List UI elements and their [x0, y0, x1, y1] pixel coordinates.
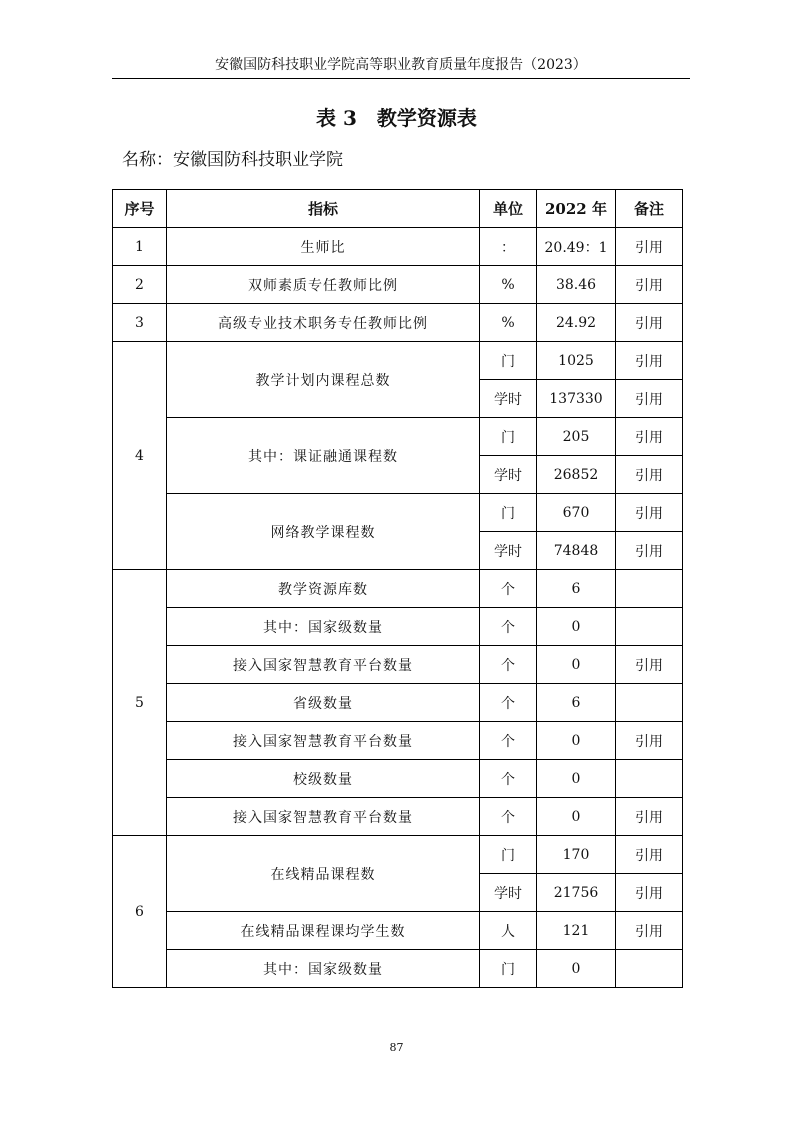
table-row — [113, 684, 683, 722]
note-cell: 引用 — [616, 836, 683, 874]
note-cell — [616, 684, 683, 722]
indicator-cell: 生师比 — [167, 228, 480, 266]
teaching-resources-table — [112, 189, 683, 988]
unit-cell: 人 — [480, 912, 537, 950]
value-cell: 137330 — [537, 380, 616, 418]
value-cell: 74848 — [537, 532, 616, 570]
unit-cell: 个 — [480, 570, 537, 608]
indicator-cell: 网络教学课程数 — [167, 494, 480, 570]
unit-cell: 门 — [480, 950, 537, 988]
unit-cell: 门 — [480, 836, 537, 874]
header-unit: 单位 — [480, 190, 537, 228]
page-number: 87 — [389, 1041, 404, 1054]
indicator-cell: 校级数量 — [167, 760, 480, 798]
indicator-cell: 其中：国家级数量 — [167, 608, 480, 646]
indicator-cell: 其中：课证融通课程数 — [167, 418, 480, 494]
unit-cell: 学时 — [480, 380, 537, 418]
seq-cell: 2 — [113, 266, 167, 304]
unit-cell: 个 — [480, 684, 537, 722]
unit-cell: 门 — [480, 494, 537, 532]
indicator-cell: 在线精品课程课均学生数 — [167, 912, 480, 950]
value-cell: 20.49：1 — [537, 228, 616, 266]
unit-cell: 门 — [480, 418, 537, 456]
note-cell: 引用 — [616, 228, 683, 266]
table-title: 表 3 教学资源表 — [316, 106, 477, 130]
running-header: 安徽国防科技职业学院高等职业教育质量年度报告（2023） — [215, 57, 587, 73]
note-cell — [616, 950, 683, 988]
table-header-row — [113, 190, 683, 228]
header-note: 备注 — [616, 190, 683, 228]
indicator-cell: 接入国家智慧教育平台数量 — [167, 798, 480, 836]
seq-cell: 5 — [113, 570, 167, 836]
value-cell: 0 — [537, 798, 616, 836]
table-row — [113, 950, 683, 988]
note-cell: 引用 — [616, 304, 683, 342]
note-cell — [616, 608, 683, 646]
note-cell: 引用 — [616, 912, 683, 950]
value-cell: 205 — [537, 418, 616, 456]
unit-cell: 学时 — [480, 456, 537, 494]
value-cell: 0 — [537, 950, 616, 988]
table-row — [113, 760, 683, 798]
table-row — [113, 722, 683, 760]
note-cell: 引用 — [616, 646, 683, 684]
indicator-cell: 高级专业技术职务专任教师比例 — [167, 304, 480, 342]
table-row — [113, 912, 683, 950]
value-cell: 670 — [537, 494, 616, 532]
indicator-cell: 省级数量 — [167, 684, 480, 722]
table-row — [113, 494, 683, 532]
seq-cell: 6 — [113, 836, 167, 988]
unit-cell: 个 — [480, 608, 537, 646]
indicator-cell: 教学计划内课程总数 — [167, 342, 480, 418]
value-cell: 21756 — [537, 874, 616, 912]
seq-cell: 1 — [113, 228, 167, 266]
indicator-cell: 其中：国家级数量 — [167, 950, 480, 988]
note-cell — [616, 570, 683, 608]
note-cell: 引用 — [616, 456, 683, 494]
indicator-cell: 接入国家智慧教育平台数量 — [167, 722, 480, 760]
note-cell: 引用 — [616, 418, 683, 456]
unit-cell: 个 — [480, 646, 537, 684]
unit-cell: 个 — [480, 722, 537, 760]
value-cell: 170 — [537, 836, 616, 874]
note-cell: 引用 — [616, 722, 683, 760]
value-cell: 0 — [537, 722, 616, 760]
indicator-cell: 双师素质专任教师比例 — [167, 266, 480, 304]
table-row — [113, 266, 683, 304]
unit-cell: 门 — [480, 342, 537, 380]
value-cell: 38.46 — [537, 266, 616, 304]
table-row — [113, 304, 683, 342]
note-cell — [616, 760, 683, 798]
note-cell: 引用 — [616, 798, 683, 836]
header-indicator: 指标 — [167, 190, 480, 228]
table-row — [113, 418, 683, 456]
value-cell: 121 — [537, 912, 616, 950]
table-row — [113, 646, 683, 684]
table-row — [113, 228, 683, 266]
note-cell: 引用 — [616, 380, 683, 418]
value-cell: 6 — [537, 570, 616, 608]
table-row — [113, 342, 683, 380]
header-seq: 序号 — [113, 190, 167, 228]
value-cell: 6 — [537, 684, 616, 722]
unit-cell: ： — [480, 228, 537, 266]
value-cell: 0 — [537, 760, 616, 798]
value-cell: 0 — [537, 646, 616, 684]
table-row — [113, 570, 683, 608]
institution-name: 名称：安徽国防科技职业学院 — [122, 150, 343, 170]
indicator-cell: 在线精品课程数 — [167, 836, 480, 912]
note-cell: 引用 — [616, 342, 683, 380]
value-cell: 1025 — [537, 342, 616, 380]
table-row — [113, 798, 683, 836]
value-cell: 24.92 — [537, 304, 616, 342]
unit-cell: % — [480, 304, 537, 342]
value-cell: 26852 — [537, 456, 616, 494]
unit-cell: 学时 — [480, 874, 537, 912]
indicator-cell: 教学资源库数 — [167, 570, 480, 608]
note-cell: 引用 — [616, 874, 683, 912]
table-row — [113, 608, 683, 646]
indicator-cell: 接入国家智慧教育平台数量 — [167, 646, 480, 684]
seq-cell: 4 — [113, 342, 167, 570]
table-row — [113, 836, 683, 874]
seq-cell: 3 — [113, 304, 167, 342]
value-cell: 0 — [537, 608, 616, 646]
note-cell: 引用 — [616, 266, 683, 304]
unit-cell: 个 — [480, 798, 537, 836]
unit-cell: 学时 — [480, 532, 537, 570]
unit-cell: % — [480, 266, 537, 304]
note-cell: 引用 — [616, 494, 683, 532]
note-cell: 引用 — [616, 532, 683, 570]
header-year: 2022 年 — [537, 190, 616, 228]
header-rule — [112, 78, 690, 79]
unit-cell: 个 — [480, 760, 537, 798]
